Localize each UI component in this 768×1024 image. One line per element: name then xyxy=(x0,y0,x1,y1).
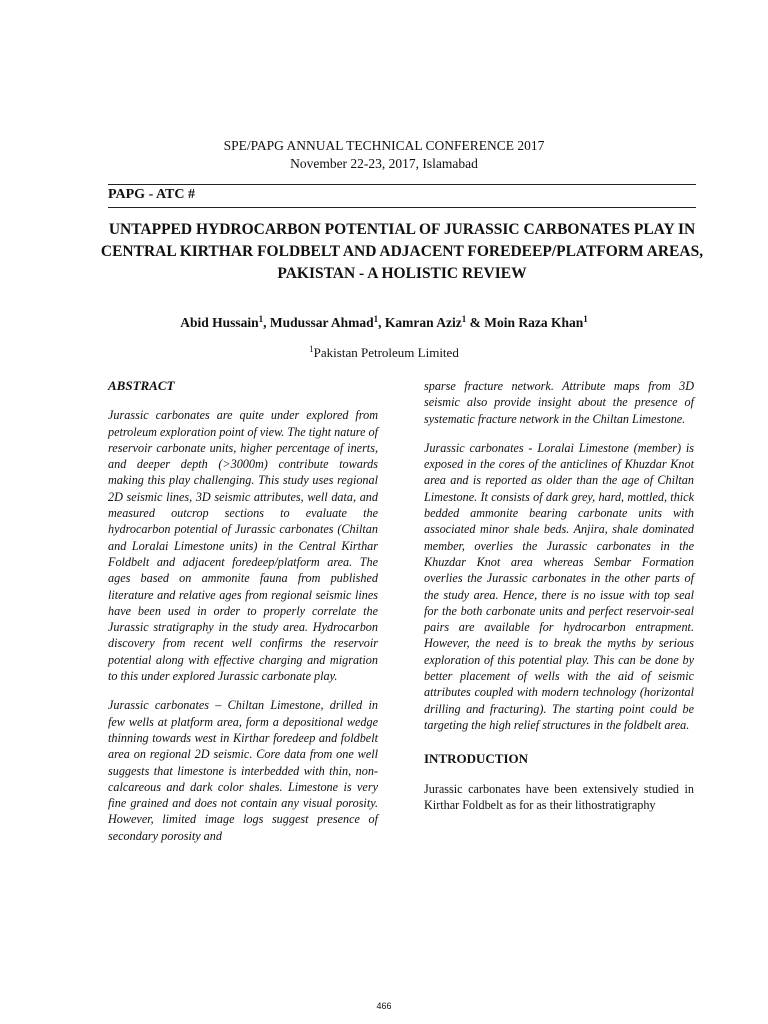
abstract-paragraph: Jurassic carbonates - Loralai Limestone (member) is exposed in the cores of the anticlines of Khuzdar Knot area and is reported as older than the age of Chiltan Limestone. It consists of dark grey, hard, mottled, thick bedded ammonite bearing carbonate units with associated minor shale beds. Anjira, shale dominated member, overlies the Jurassic carbonates in the Khuzdar Knot area whereas Sembar Formation overlies the Jurassic carbonates in the other parts of the study area. Hence, there is no issue with top seal for the both carbonate units and perfect reservoir-seal pairs are available for hydrocarbon entrapment. However, the need is to break the myths by serious exploration of this potential play. This can be done by better placement of wells with the aid of seismic attributes coupled with modern technology (horizontal drilling and fracturing). The starting point could be targeting the high relief structures in the foldbelt area. xyxy=(424,440,694,732)
author-affiliation-mark: 1 xyxy=(583,314,588,324)
affiliation xyxy=(0,345,768,361)
author-separator: & xyxy=(466,315,485,330)
abstract-paragraph: sparse fracture network. Attribute maps from 3D seismic also provide insight about the presence of systematic fracture network in the Chiltan Limestone. xyxy=(424,379,694,426)
left-column xyxy=(108,378,378,857)
affiliation-name: Pakistan Petroleum Limited xyxy=(313,345,459,360)
header-divider-top xyxy=(108,184,696,185)
author-affiliation-mark: 1 xyxy=(258,314,264,324)
affiliation-mark: 1 xyxy=(309,344,314,354)
page-number: 466 xyxy=(376,1001,392,1011)
author-name: Abid Hussain xyxy=(180,315,259,330)
introduction-heading: INTRODUCTION xyxy=(424,751,529,767)
paper-title: UNTAPPED HYDROCARBON POTENTIAL OF JURASSIC CARBONATES PLAY IN CENTRAL KIRTHAR FOLDBELT AND ADJACENT FOREDEEP/PLATFORM AREAS, PAKISTAN - A HOLISTIC REVIEW xyxy=(100,221,704,282)
author-separator: , xyxy=(378,315,385,330)
abstract-paragraph: Jurassic carbonates are quite under explored from petroleum exploration point of view. The tight nature of reservoir carbonate units, higher percentage of inerts, and deeper depth (>3000m) contribute towards making this play challenging. This study uses regional 2D seismic lines, 3D seismic attributes, well data, and measured outcrop sections to evaluate the hydrocarbon potential of Jurassic carbonates (Chiltan and Loralai Limestone units) in the Central Kirthar Foldbelt and adjacent foredeep/platform area. The ages based on ammonite fauna from published literature and relative ages from regional seismic lines have been used in order to properly correlate the Jurassic stratigraphy in the study area. Hydrocarbon discovery from recent well confirms the reservoir potential along with effective charging and migration to this under explored Jurassic carbonate play. xyxy=(108,408,379,684)
header-divider-bottom xyxy=(108,207,696,208)
right-column xyxy=(424,378,694,826)
author-list xyxy=(0,315,768,331)
conference-date-place: November 22-23, 2017, Islamabad xyxy=(290,156,478,171)
paper-tag: PAPG - ATC # xyxy=(108,187,195,202)
abstract-heading: ABSTRACT xyxy=(108,378,175,393)
author-affiliation-mark: 1 xyxy=(461,314,467,324)
author-name: Mudussar Ahmad xyxy=(269,315,374,330)
author-separator: , xyxy=(263,315,270,330)
author-name: Kamran Aziz xyxy=(384,315,462,330)
conference-header xyxy=(0,137,768,173)
conference-name: SPE/PAPG ANNUAL TECHNICAL CONFERENCE 2017 xyxy=(223,138,545,153)
author-name: Moin Raza Khan xyxy=(484,315,584,330)
author-affiliation-mark: 1 xyxy=(373,314,379,324)
introduction-paragraph: Jurassic carbonates have been extensively studied in Kirthar Foldbelt as for as their lithostratigraphy xyxy=(424,781,694,812)
abstract-paragraph: Jurassic carbonates – Chiltan Limestone, drilled in few wells at platform area, form a depositional wedge thinning towards west in Kirthar foredeep and foldbelt area on regional 2D seismic. Core data from one well suggests that limestone is interbedded with thin, non-calcareous and dark color shales. Limestone is very fine grained and does not contain any visual porosity. However, limited image logs suggest presence of secondary porosity and xyxy=(108,698,378,843)
